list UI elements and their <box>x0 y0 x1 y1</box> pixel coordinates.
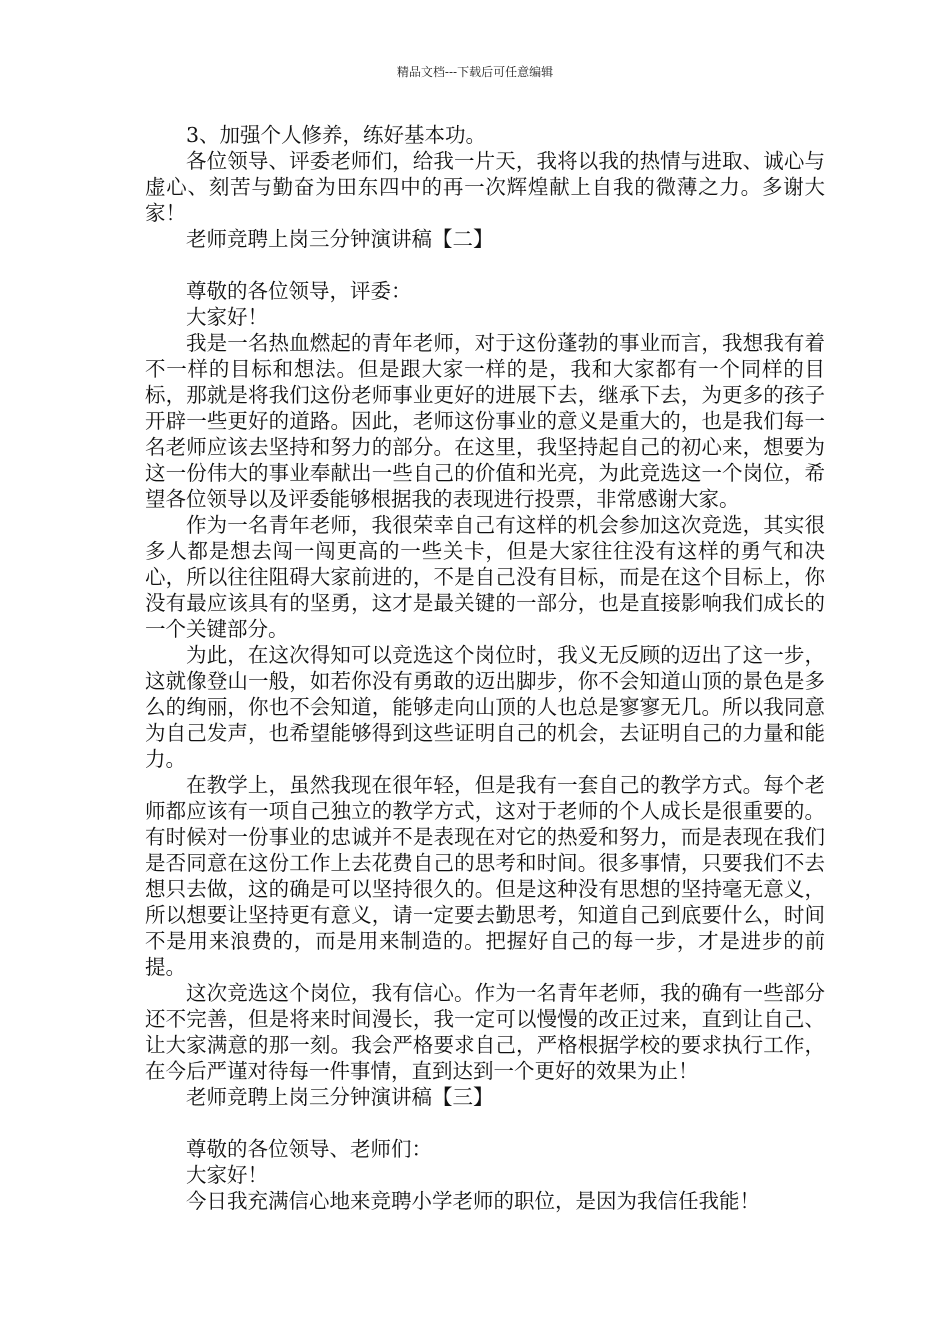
greeting: 大家好！ <box>186 1163 268 1187</box>
section-heading: 老师竞聘上岗三分钟演讲稿【二】 <box>186 227 494 251</box>
blank-line <box>145 1110 825 1136</box>
paragraph: 我是一名热血燃起的青年老师，对于这份蓬勃的事业而言，我想我有着不一样的目标和想法。但是跟大家一样的是，我和大家都有一个同样的目标，那就是将我们这份老师事业更好的进展下去，继承下去，为更多的孩子开辟一些更好的道路。因此，老师这份事业的意义是重大的，也是我们每一名老师应该去坚持和努力的部分。在这里，我坚持起自己的初心来，想要为这一份伟大的事业奉献出一些自己的价值和光亮，为此竞选这一个岗位，希望各位领导以及评委能够根据我的表现进行投票，非常感谢大家。 <box>145 331 825 511</box>
paragraph: 作为一名青年老师，我很荣幸自己有这样的机会参加这次竞选，其实很多人都是想去闯一闯更高的一些关卡，但是大家往往没有这样的勇气和决心，所以往往阻碍大家前进的，不是自己没有目标，而是在这个目标上，你没有最应该具有的坚勇，这才是最关键的一部分，也是直接影响我们成长的一个关键部分。 <box>145 513 825 641</box>
paragraph: 今日我充满信心地来竞聘小学老师的职位，是因为我信任我能！ <box>186 1189 760 1213</box>
page-header: 精品文档---下载后可任意编辑 <box>396 65 554 79</box>
paragraph: 这次竞选这个岗位，我有信心。作为一名青年老师，我的确有一些部分还不完善，但是将来时间漫长，我一定可以慢慢的改正过来，直到让自己、让大家满意的那一刻。我会严格要求自己，严格根据学校的要求执行工作，在今后严谨对待每一件事情，直到达到一个更好的效果为止！ <box>145 981 825 1083</box>
salutation: 尊敬的各位领导，评委： <box>186 279 412 303</box>
blank-line <box>145 252 825 278</box>
section-heading: 老师竞聘上岗三分钟演讲稿【三】 <box>186 1085 494 1109</box>
salutation: 尊敬的各位领导、老师们： <box>186 1137 432 1161</box>
paragraph: 各位领导、评委老师们，给我一片天，我将以我的热情与进取、诚心与虚心、刻苦与勤奋为田东四中的再一次辉煌献上自我的微薄之力。多谢大家！ <box>145 149 825 225</box>
greeting: 大家好！ <box>186 305 268 329</box>
paragraph: 为此，在这次得知可以竞选这个岗位时，我义无反顾的迈出了这一步，这就像登山一般，如若你没有勇敢的迈出脚步，你不会知道山顶的景色是多么的绚丽，你也不会知道，能够走向山顶的人也总是寥寥无几。所以我同意为自己发声，也希望能够得到这些证明自己的机会，去证明自己的力量和能力。 <box>145 643 825 771</box>
document-body <box>145 122 825 1214</box>
paragraph: 3、加强个人修养，练好基本功。 <box>186 123 487 147</box>
paragraph: 在教学上，虽然我现在很年轻，但是我有一套自己的教学方式。每个老师都应该有一项自己独立的教学方式，这对于老师的个人成长是很重要的。有时候对一份事业的忠诚并不是表现在对它的热爱和努力，而是表现在我们是否同意在这份工作上去花费自己的思考和时间。很多事情，只要我们不去想只去做，这的确是可以坚持很久的。但是这种没有思想的坚持毫无意义，所以想要让坚持更有意义，请一定要去勤思考，知道自己到底要什么，时间不是用来浪费的，而是用来制造的。把握好自己的每一步，才是进步的前提。 <box>145 773 825 979</box>
